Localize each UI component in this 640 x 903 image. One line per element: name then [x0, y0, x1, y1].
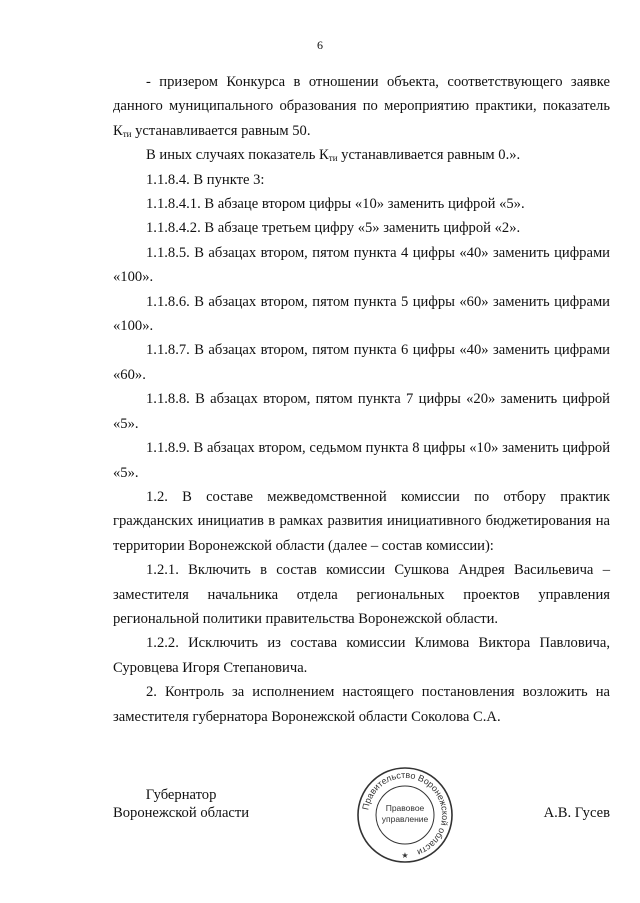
stamp-center-line2: управление — [381, 814, 429, 824]
signature-title-line1: Губернатор — [145, 787, 217, 803]
stamp-center-line1: Правовое — [385, 803, 425, 813]
paragraph: 1.2.1. Включить в состав комиссии Сушкова Андрея Васильевича – заместителя начальника отдела региональных проектов управления региональной политики правительства Воронежской области. — [113, 562, 610, 627]
paragraph: 1.1.8.5. В абзацах втором, пятом пункта 4 цифры «40» заменить цифрами «100». — [113, 244, 610, 286]
paragraph: 2. Контроль за исполнением настоящего постановления возложить на заместителя губернатора Воронежской области Соколова С.А. — [113, 684, 610, 725]
paragraph: 1.1.8.4.2. В абзаце третьем цифру «5» заменить цифрой «2». — [146, 220, 521, 237]
paragraph: 1.1.8.8. В абзацах втором, пятом пункта 7 цифры «20» заменить цифрой «5». — [113, 391, 610, 432]
document-body — [113, 70, 610, 729]
seal-stamp — [355, 765, 455, 865]
paragraph: 1.1.8.4. В пункте 3: — [146, 171, 265, 188]
page-number: 6 — [317, 38, 323, 52]
signature-title — [113, 786, 249, 822]
signature-name: А.В. Гусев — [543, 805, 610, 821]
paragraph: 1.1.8.4.1. В абзаце втором цифры «10» заменить цифрой «5». — [146, 196, 525, 213]
paragraph: 1.2.2. Исключить из состава комиссии Климова Виктора Павловича, Суровцева Игоря Степановича. — [113, 635, 610, 676]
signature-title-line2: Воронежской области — [113, 805, 250, 821]
paragraph: В иных случаях показатель $К_{ти}$ устанавливается равным 0.». — [146, 147, 521, 164]
paragraph: - призером Конкурса в отношении объекта, соответствующего заявке данного муниципального образования по мероприятию практики, показатель $К_{ти}$ устанавливается равным 50. — [113, 74, 610, 139]
paragraph: 1.1.8.9. В абзацах втором, седьмом пункта 8 цифры «10» заменить цифрой «5». — [113, 440, 610, 481]
paragraph: 1.1.8.6. В абзацах втором, пятом пункта 5 цифры «60» заменить цифрами «100». — [113, 293, 610, 335]
stamp-ring-text: Правительство Воронежской области — [360, 769, 451, 858]
paragraph: 1.2. В составе межведомственной комиссии по отбору практик гражданских инициатив в рамках развития инициативного бюджетирования на территории Воронежской области (далее – состав комиссии): — [113, 488, 610, 554]
stamp-star-icon: ★ — [401, 851, 409, 860]
paragraph: 1.1.8.7. В абзацах втором, пятом пункта 6 цифры «40» заменить цифрами «60». — [113, 342, 610, 383]
